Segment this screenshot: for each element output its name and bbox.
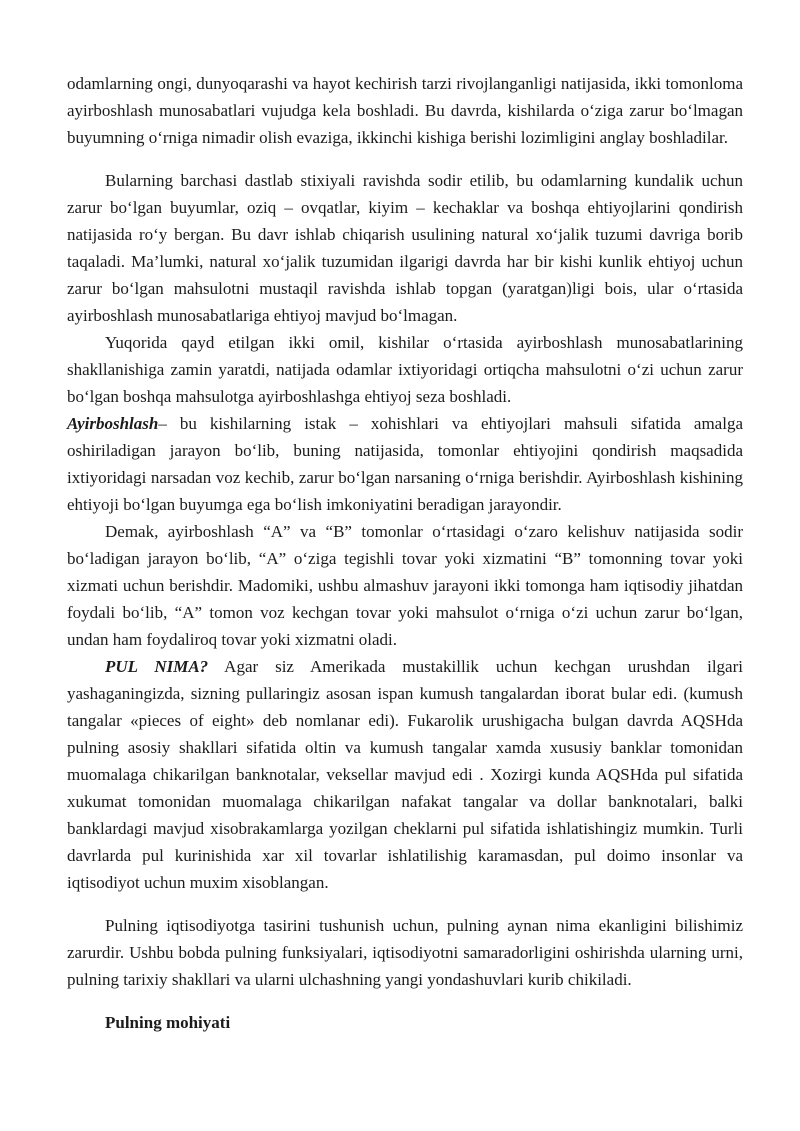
paragraph-5: Demak, ayirboshlash “A” va “B” tomonlar o‘rtasidagi o‘zaro kelishuv natijasida sodir bo‘ladigan jarayon bo‘lib, “A” o‘ziga tegishli tovar yoki xizmatini “B” tomonning tovar yoki xizmati uchun berishdir. Madomiki, ushbu almashuv jarayoni ikki tomonga ham iqtisodiy jihatdan foydali bo‘lib, “A” tomon voz kechgan tovar yoki mahsulot o‘rniga o‘zi uchun zarur bo‘lgan, undan ham foydaliroq tovar yoki xizmatni oladi. (67, 522, 743, 649)
paragraph-4 (67, 410, 743, 518)
paragraph-6-text: Agar siz Amerikada mustakillik uchun kechgan urushdan ilgari yashaganingizda, sizning pullaringiz asosan ispan kumush tangalardan iborat bular edi. (kumush tangalar «pieces of eight» deb nomlanar edi). Fukarolik urushigacha bulgan davrda AQSHda pulning asosiy shakllari sifatida oltin va kumush tangalar xamda xususiy banklar tomonidan muomalaga chikarilgan banknotalar, veksellar mavjud edi . Xozirgi kunda AQSHda pul sifatida xukumat tomonidan muomalaga chikarilgan nafakat tangalar va dollar banknotalari, balki banklardagi mavjud xisobrakamlarga yozilgan cheklarni pul sifatida ishlatishingiz mumkin. Turli davrlarda pul kurinishida xar xil tovarlar ishlatilishig karamasdan, pul doimo insonlar va iqtisodiyot uchun muxim xisoblangan. (67, 657, 743, 892)
paragraph-1: odamlarning ongi, dunyoqarashi va hayot kechirish tarzi rivojlanganligi natijasida, ikki tomonloma ayirboshlash munosabatlari vujudga kela boshladi. Bu davrda, kishilarda o‘ziga zarur bo‘lmagan buyumning o‘rniga nimadir olish evaziga, ikkinchi kishiga berishi lozimligini anglay boshladilar. (67, 74, 743, 147)
section-heading: Pulning mohiyati (105, 1013, 231, 1032)
document-page (67, 70, 743, 1036)
paragraph-3: Yuqorida qayd etilgan ikki omil, kishilar o‘rtasida ayirboshlash munosabatlarining shakllanishiga zamin yaratdi, natijada odamlar ixtiyoridagi ortiqcha mahsulotni o‘zi uchun zarur bo‘lgan boshqa mahsulotga ayirboshlashga ehtiyoj seza boshladi. (67, 333, 743, 406)
paragraph-2: Bularning barchasi dastlab stixiyali ravishda sodir etilib, bu odamlarning kundalik uchun zarur bo‘lgan buyumlar, oziq – ovqatlar, kiyim – kechaklar va boshqa ehtiyojlarini qondirish natijasida ro‘y bergan. Bu davr ishlab chiqarish usulining natural xo‘jalik tuzumi davriga borib taqaladi. Ma’lumki, natural xo‘jalik tuzumidan ilgarigi davrda har bir kishi kunlik ehtiyoj uchun zarur bo‘lgan mahsulotni mustaqil ravishda ishlab topgan (yaratgan)ligi bois, ular o‘rtasida ayirboshlash munosabatlariga ehtiyoj mavjud bo‘lmagan. (67, 171, 743, 325)
paragraph-7: Pulning iqtisodiyotga tasirini tushunish uchun, pulning aynan nima ekanligini bilishimiz zarurdir. Ushbu bobda pulning funksiyalari, iqtisodiyotni samaradorligini oshirishda ularning urni, pulning tarixiy shakllari va ularni ulchashning yangi yondashuvlari kurib chikiladi. (67, 916, 743, 989)
term-pul-nima: PUL NIMA? (105, 657, 209, 676)
paragraph-6 (67, 653, 743, 896)
term-ayirboshlash: Ayirboshlash (67, 414, 159, 433)
paragraph-4-text: – bu kishilarning istak – xohishlari va ehtiyojlari mahsuli sifatida amalga oshiriladigan jarayon bo‘lib, buning natijasida, tomonlar ehtiyojini qondirish maqsadida ixtiyoridagi narsadan voz kechib, zarur bo‘lgan narsaning o‘rniga berishdir. Ayirboshlash kishining ehtiyoji bo‘lgan buyumga ega bo‘lish imkoniyatini beradigan jarayondir. (67, 414, 743, 514)
